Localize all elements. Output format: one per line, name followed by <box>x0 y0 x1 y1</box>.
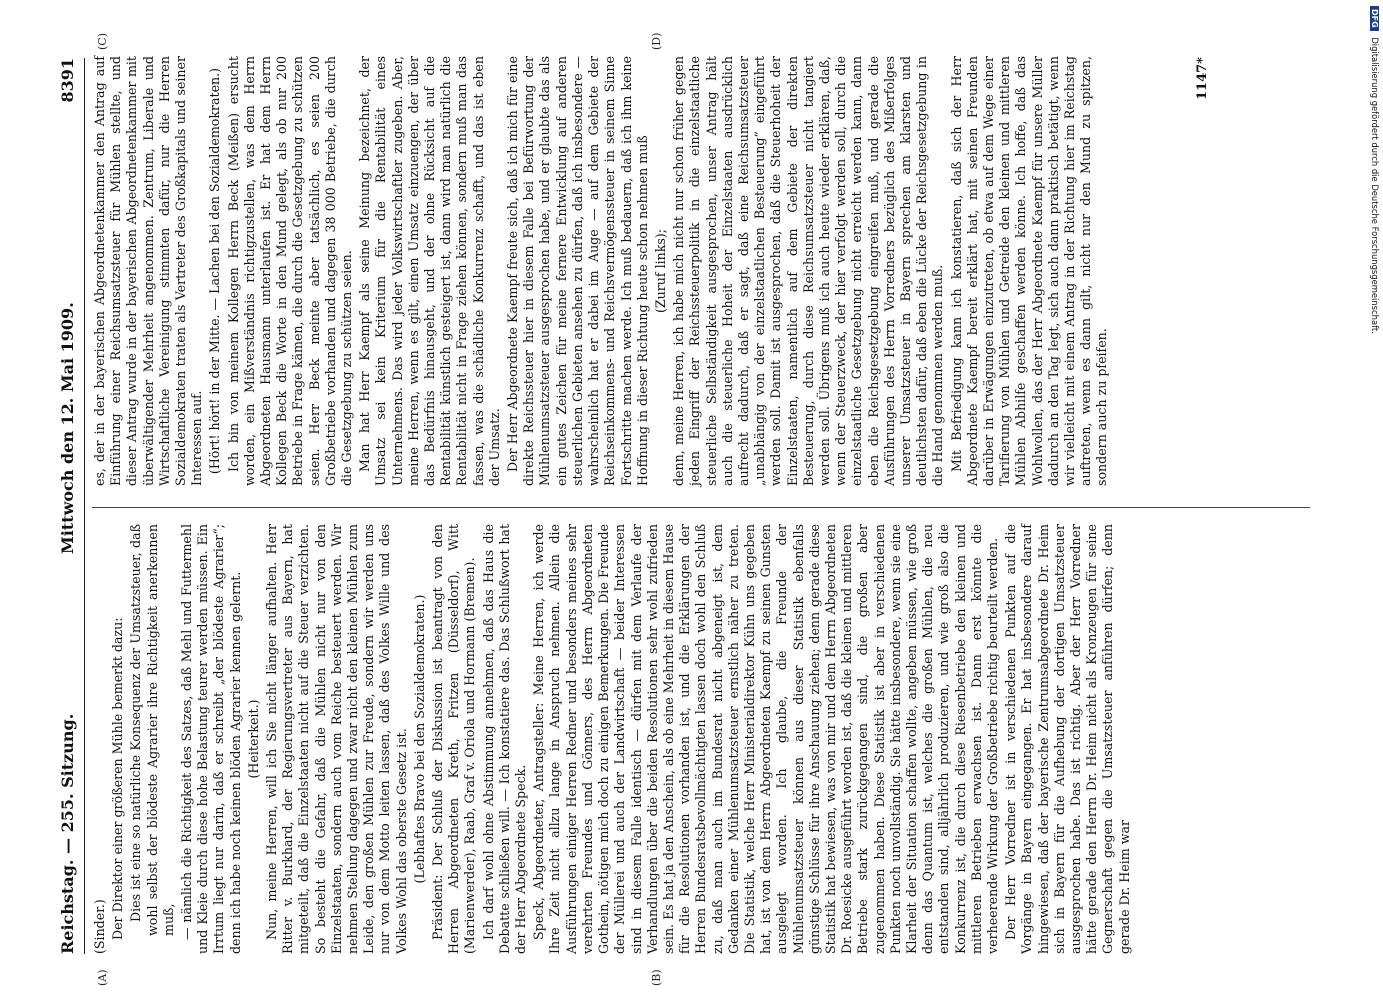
header-left: Reichstag. — 255. Sitzung. <box>58 713 77 954</box>
funding-note-text: Digitalisierung gefördert durch die Deutsche Forschungsgemeinschaft. <box>1370 37 1380 334</box>
quote: Dies ist eine so natürliche Konsequenz der Umsatzsteuer, daß wohl selbst der blödeste Agrarier ihre Richtigkeit anerkennen muß, <box>128 524 176 936</box>
column-divider <box>92 507 1310 508</box>
interjection: (Lebhaftes Bravo bei den Sozialdemokraten.) <box>411 594 427 884</box>
interjection: (Zuruf links); <box>652 229 668 313</box>
margin-mark-c: (C) <box>96 33 109 50</box>
paragraph: Der Direktor einer größeren Mühle bemerkt dazu: <box>110 617 126 940</box>
paragraph: Der Herr Abgeordnete Kaempf freute sich, daß ich mich für eine direkte Reichssteuer hier in diesem Falle bei Befürwortung der Mühlenumsatzsteuer ausgesprochen habe, und er glaubte das als ein gutes Zeichen für meine fernere Entwicklung auf anderen steuerlichen Gebieten ansehen zu dürfen, daß ich insbesondere — wahrscheinlich hat er dabei im Auge — auf dem Gebiete der Reichseinkommens- und Reichsvermögenssteuer in seinem Sinne Fortschritte machen werde. Ich muß bedauern, daß ich ihm keine Hoffnung in dieser Richtung heute schon nehmen muß <box>505 56 650 486</box>
interjection: (Hört! hört! in der Mitte. — Lachen bei den Sozialdemokraten.) <box>207 67 223 475</box>
paragraph: Präsident: Der Schluß der Diskussion ist beantragt von den Herren Abgeordneten Kreth, Fritzen (Düsseldorf), Witt (Marienwerder), Raab, Graf v. Oriola und Hormann (Bremen). <box>430 524 478 954</box>
speaker-tag: (Sinder.) <box>92 899 107 954</box>
margin-mark-d: (D) <box>650 32 663 50</box>
paragraph: Nun, meine Herren, will ich Sie nicht länger aufhalten. Herr Ritter v. Burkhard, der Regierungsvertreter aus Bayern, hat mitgeteilt, daß die Einzelstaaten nicht auf die Steuer verzichten. So besteht die Gefahr, daß die Mühlen nicht nur von den Einzelstaaten, sondern auch vom Reiche besteuert werden. Wir nehmen Stellung dagegen und zwar nicht den kleinen Mühlen zum Leide, den großen Mühlen zur Freude, sondern wir werden uns nur von dem Motto leiten lassen, daß des Volkes Wille und des Volkes Wohl das oberste Gesetz ist. <box>264 524 409 954</box>
paragraph: es, der in der bayerischen Abgeordnetenkammer den Antrag auf Einführung einer Reichsumsatzsteuer für Mühlen stellte, und dieser Antrag wurde in der bayerischen Abgeordnetenkammer mit überwältigender Mehrheit angenommen. Zentrum, Liberale und Wirtschaftliche Vereinigung stimmten dafür, nur die Herren Sozialdemokraten traten als Vertreter des Großkapitals und seiner Interessen auf. <box>92 56 205 486</box>
paragraph: Speck, Abgeordneter, Antragsteller: Meine Herren, ich werde Ihre Zeit nicht allzu lange in Anspruch nehmen. Allein die Ausführungen einiger Herren Redner und besonders meines sehr verehrten Freundes und Gönners, des Herrn Abgeordneten Gothein, nötigen mich doch zu einigen Bemerkungen. Die Freunde der Müllerei und auch der Landwirtschaft — beider Interessen sind in diesem Falle identisch — dürfen mit dem Verlaufe der Verhandlungen über die beiden Resolutionen sehr wohl zufrieden sein. Es hat ja den Anschein, als ob eine Mehrheit in diesem Hause für die Resolutionen vorhanden ist, und die Erklärungen der Herren Bundesratsbevollmächtigten lassen doch wohl den Schluß zu, daß man auch im Bundesrat nicht abgeneigt ist, dem Gedanken einer Mühlenumsatzsteuer ernstlich näher zu treten. Die Statistik, welche Herr Ministerialdirektor Kühn uns gegeben hat, ist von dem Herrn Abgeordneten Kaempf zu seinen Gunsten ausgelegt worden. Ich glaube, die Freunde der Mühlenumsatzsteuer können aus dieser Statistik ebenfalls günstige Schlüsse für ihre Anschauung ziehen; denn gerade diese Statistik hat bewiesen, was von mir und dem Herrn Abgeordneten Dr. Roesicke ausgeführt worden ist, daß die kleinen und mittleren Betriebe stark zurückgegangen sind, die großen aber zugenommen haben. Diese Statistik ist aber in verschiedenen Punkten noch unvollständig. Sie hätte insbesondere, wenn sie eine Klarheit der Situation schaffen wollte, angeben müssen, wie groß denn das Quantum ist, welches die großen Mühlen, die neu entstanden sind, alljährlich produzieren, und wie groß also die Konkurrenz ist, die durch diese Riesenbetriebe den kleinen und mittleren Betrieben erwachsen ist. Dann erst könnte die verheerende Wirkung der Großbetriebe richtig beurteilt werden. <box>531 524 1000 954</box>
paragraph: Ich darf wohl ohne Abstimmung annehmen, daß das Haus die Debatte schließen will. — Ich konstatiere das. Das Schlußwort hat der Herr Abgeordnete Speck. <box>480 524 529 954</box>
page-number: 8391 <box>58 58 77 103</box>
paragraph: Ich bin von meinem Kollegen Herrn Beck (Meißen) ersucht worden, ein Mißverständnis richtigzustellen, was dem Herrn Abgeordneten Hausmann unterlaufen ist. Er hat dem Herrn Kollegen Beck die Worte in den Mund gelegt, als ob nur 200 Betriebe in Frage kämen, die durch die Gesetzgebung zu schützen seien. Herr Beck meinte aber tatsächlich, es seien 200 Großbetriebe vorhanden und dagegen 38 000 Betriebe, die durch die Gesetzgebung zu schützen seien. <box>225 56 355 486</box>
funding-note <box>1362 6 1380 986</box>
interjection: (Heiterkeit.) <box>245 699 261 779</box>
paragraph: denn, meine Herren, ich habe mich nicht nur schon früher gegen jeden Eingriff der Reichssteuerpolitik in die einzelstaatliche steuerliche Selbständigkeit ausgesprochen, unser Antrag hält auch die steuerliche Hoheit der Einzelstaaten ausdrücklich aufrecht dadurch, daß er sagt, daß eine Reichsumsatzsteuer „unabhängig von der einzelstaatlichen Besteuerung“ eingeführt werden soll. Damit ist ausgesprochen, daß die Steuerhoheit der Einzelstaaten, namentlich auf dem Gebiete der direkten Besteuerung, durch diese Reichsumsatzsteuer nicht tangiert werden soll. Übrigens muß ich auch heute wieder erklären, daß, wenn der Steuerzweck, der hier verfolgt werden soll, durch die einzelstaatliche Gesetzgebung nicht erreicht werden kann, dann eben die Reichsgesetzgebung eingreifen muß, und gerade die Ausführungen des Herrn Vorredners bezüglich des Mißerfolges unserer Umsatzsteuer in Bayern sprechen am klarsten und deutlichsten dafür, daß eben die Lücke der Reichsgesetzgebung in die Hand genommen werden muß. <box>671 56 946 486</box>
header-center: Mittwoch den 12. Mai 1909. <box>58 302 77 554</box>
paragraph: — nämlich die Richtigkeit des Satzes, daß Mehl und Futtermehl und Kleie durch diese hohe Belastung teurer werden müssen. Ein Irrtum liegt nur darin, daß er schreibt „der blödeste Agrarier“; denn ich habe noch keinen blöden Agrarier kennen gelernt. <box>179 524 243 954</box>
margin-mark-a: (A) <box>96 969 109 986</box>
text-column-left <box>92 524 1135 954</box>
margin-mark-b: (B) <box>650 969 663 986</box>
paragraph: Der Herr Vorredner ist in verschiedenen Punkten auf die Vorgänge in Bayern eingegangen. Er hat insbesondere darauf hingewiesen, daß der bayerische Zentrumsabgeordnete Dr. Heim sich in Bayern für die Aufhebung der dortigen Umsatzsteuer ausgesprochen habe. Das ist richtig. Aber der Herr Vorredner hätte gerade den Herrn Dr. Heim nicht als Kronzeugen für seine Gegnerschaft gegen die Umsatzsteuer anführen dürfen; denn gerade Dr. Heim war <box>1003 524 1132 954</box>
page-header <box>58 58 80 954</box>
text-column-right <box>92 56 1113 486</box>
paragraph: Man hat Herr Kaempf als seine Meinung bezeichnet, der Umsatz sei kein Kriterium für die Rentabilität eines Unternehmens. Das wird jeder Volkswirtschaftler zugeben. Aber, meine Herren, wenn es gilt, einen Umsatz einzuengen, der über das Bedürfnis hinausgeht, und der ohne Rücksicht auf die Rentabilität künstlich gesteigert ist, dann wird man natürlich die Rentabilität nicht in Frage ziehen können, sondern muß man das fassen, was die schädliche Konkurrenz schafft, und das ist eben der Umsatz. <box>357 56 502 486</box>
paragraph: Mit Befriedigung kann ich konstatieren, daß sich der Herr Abgeordnete Kaempf bereit erklärt hat, mit seinen Freunden darüber in Erwägungen einzutreten, ob etwa auf dem Wege einer Tarifierung von Mühlen und Getreide den kleinen und mittleren Mühlen Abhilfe geschaffen werden könne. Ich hoffe, daß das Wohlwollen, das der Herr Abgeordnete Kaempf für unsere Müller dadurch an den Tag legt, sich auch dann praktisch betätigt, wenn wir vielleicht mit einem Antrag in der Richtung hier im Reichstag auftreten, wenn es dann gilt, nicht nur den Mund zu spitzen, sondern auch zu pfeifen. <box>948 56 1110 486</box>
footer-mark: 1147* <box>1195 57 1210 100</box>
header-rule <box>84 58 85 954</box>
dfg-logo: DFG <box>1370 6 1379 31</box>
